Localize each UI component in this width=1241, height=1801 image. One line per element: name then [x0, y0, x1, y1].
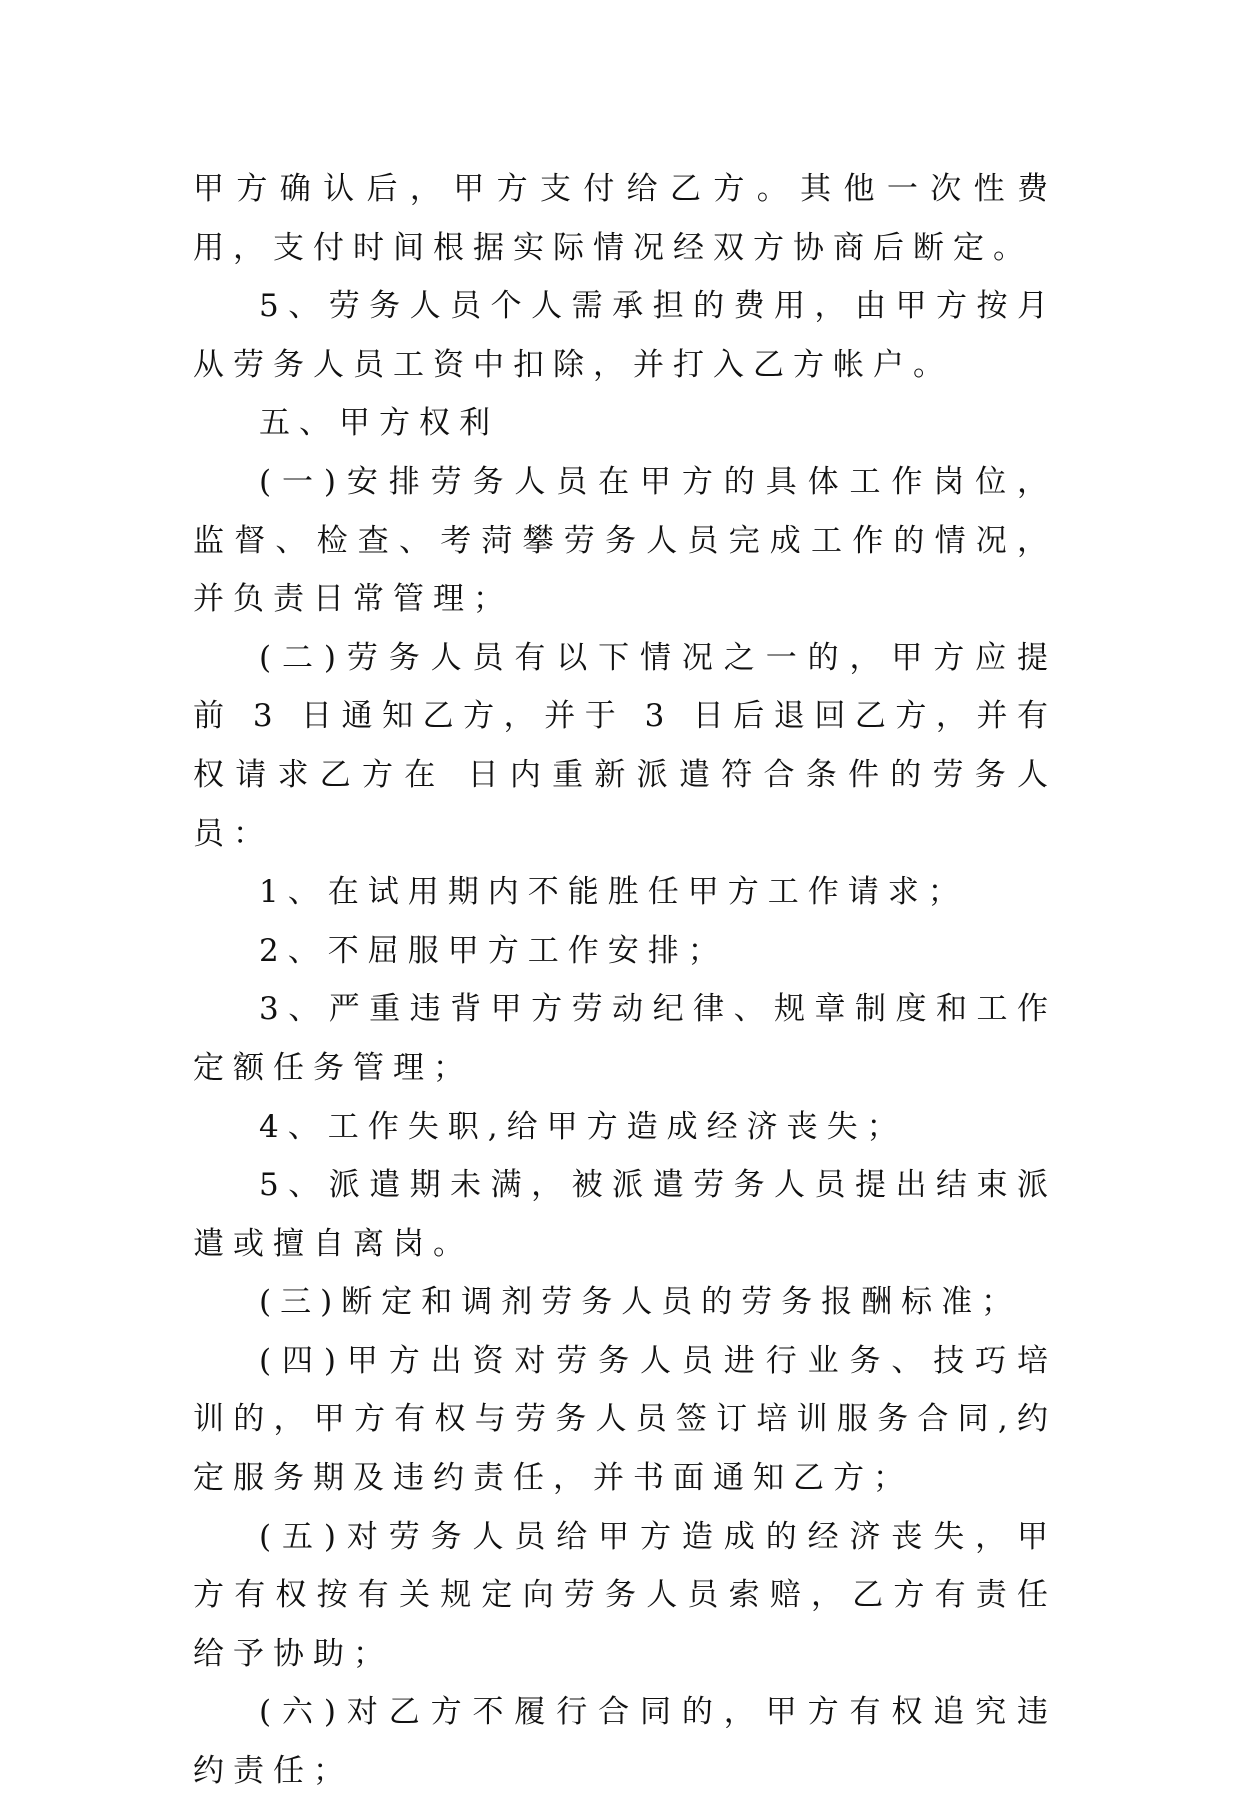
paragraph-clause-3: (三)断定和调剂劳务人员的劳务报酬标准；	[259, 1284, 1022, 1321]
paragraph-clause-1: (一)安排劳务人员在甲方的具体工作岗位，监督、检查、考菏攀劳务人员完成工作的情况，并负责日常管理；	[193, 463, 1057, 618]
paragraph-item-5-personal-fees: 5、劳务人员个人需承担的费用，由甲方按月从劳务人员工资中扣除，并打入乙方帐户。	[193, 288, 1057, 383]
paragraph-payment-continued: 甲方确认后，甲方支付给乙方。其他一次性费用，支付时间根据实际情况经双方协商后断定。	[193, 171, 1057, 266]
paragraph-clause-2: (二)劳务人员有以下情况之一的，甲方应提前 3 日通知乙方，并于 3 日后退回乙方，并有权请求乙方在 日内重新派遣符合条件的劳务人员：	[193, 639, 1057, 852]
list-item-2: 2、不屈服甲方工作安排；	[259, 932, 728, 969]
paragraph-clause-5: (五)对劳务人员给甲方造成的经济丧失，甲方有权按有关规定向劳务人员索赔，乙方有责任给予协助；	[193, 1518, 1057, 1672]
paragraph-clause-4: (四)甲方出资对劳务人员进行业务、技巧培训的，甲方有权与劳务人员签订培训服务合同,约定服务期及违约责任，并书面通知乙方；	[193, 1342, 1057, 1497]
document-body	[193, 160, 1057, 1801]
list-item-1: 1、在试用期内不能胜任甲方工作请求；	[259, 874, 968, 911]
list-item-3: 3、严重违背甲方劳动纪律、规章制度和工作定额任务管理；	[193, 991, 1057, 1086]
paragraph-clause-6: (六)对乙方不履行合同的，甲方有权追究违约责任；	[193, 1694, 1057, 1790]
list-item-4: 4、工作失职,给甲方造成经济丧失；	[259, 1108, 907, 1145]
list-item-5: 5、派遣期未满，被派遣劳务人员提出结束派遣或擅自离岗。	[193, 1167, 1057, 1262]
section-heading-party-a-rights: 五、甲方权利	[259, 405, 499, 442]
